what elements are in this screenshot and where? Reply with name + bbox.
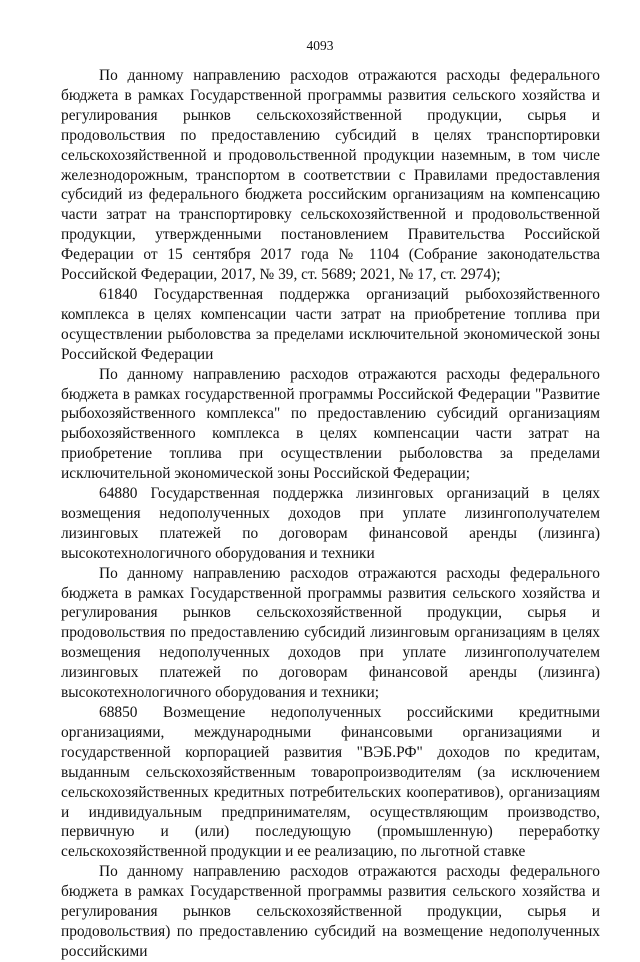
page-number: 4093 [306, 38, 334, 53]
paragraph-61840-heading: 61840 Государственная поддержка организаций рыбохозяйственного комплекса в целях компенсации части затрат на приобретение топлива при осуществлении рыболовства за пределами исключительной экономической зоны Российской Федерации [61, 285, 600, 363]
paragraph-64880-heading: 64880 Государственная поддержка лизинговых организаций в целях возмещения недополученных доходов при уплате лизингополучателем лизинговых платежей по договорам финансовой аренды (лизинга) высокотехнологичного оборудования и техники [61, 485, 600, 562]
document-body [61, 66, 600, 962]
paragraph-61840-description: По данному направлению расходов отражаются расходы федерального бюджета в рамках государственной программы Российской Федерации "Развитие рыбохозяйственного комплекса" по предоставлению субсидий организациям рыбохозяйственного комплекса в целях компенсации части затрат на приобретение топлива при осуществлении рыболовства за пределами исключительной экономической зоны Российской Федерации; [61, 365, 600, 483]
paragraph-64880-description: По данному направлению расходов отражаются расходы федерального бюджета в рамках Государственной программы развития сельского хозяйства и регулирования рынков сельскохозяйственной продукции, сырья и продовольствия по предоставлению субсидий лизинговым организациям в целях возмещения недополученных доходов при уплате лизингополучателем лизинговых платежей по договорам финансовой аренды (лизинга) высокотехнологичного оборудования и техники; [61, 564, 600, 702]
paragraph-68850-heading: 68850 Возмещение недополученных российскими кредитными организациями, международными финансовыми организациями и государственной корпорацией развития "ВЭБ.РФ" доходов по кредитам, выданным сельскохозяйственным товаропроизводителям (за исключением сельскохозяйственных кредитных потребительских кооперативов), организациям и индивидуальным предпринимателям, осуществляющим производство, первичную и (или) последующую (промышленную) переработку сельскохозяйственной продукции и ее реализацию, по льготной ставке [61, 704, 600, 861]
paragraph-68850-description: По данному направлению расходов отражаются расходы федерального бюджета в рамках Государственной программы развития сельского хозяйства и регулирования рынков сельскохозяйственной продукции, сырья и продовольствия) по предоставлению субсидий на возмещение недополученных российскими [61, 863, 600, 960]
paragraph-transport-subsidy-description: По данному направлению расходов отражаются расходы федерального бюджета в рамках Государственной программы развития сельского хозяйства и регулирования рынков сельскохозяйственной продукции, сырья и продовольствия по предоставлению субсидий в целях транспортировки сельскохозяйственной и продовольственной продукции наземным, в том числе железнодорожным, транспортом в соответствии с Правилами предоставления субсидий из федерального бюджета российским организациям на компенсацию части затрат на транспортировку сельскохозяйственной и продовольственной продукции, утвержденными постановлением Правительства Российской Федерации от 15 сентября 2017 года № 1104 (Собрание законодательства Российской Федерации, 2017, № 39, ст. 5689; 2021, № 17, ст. 2974); [61, 67, 600, 284]
